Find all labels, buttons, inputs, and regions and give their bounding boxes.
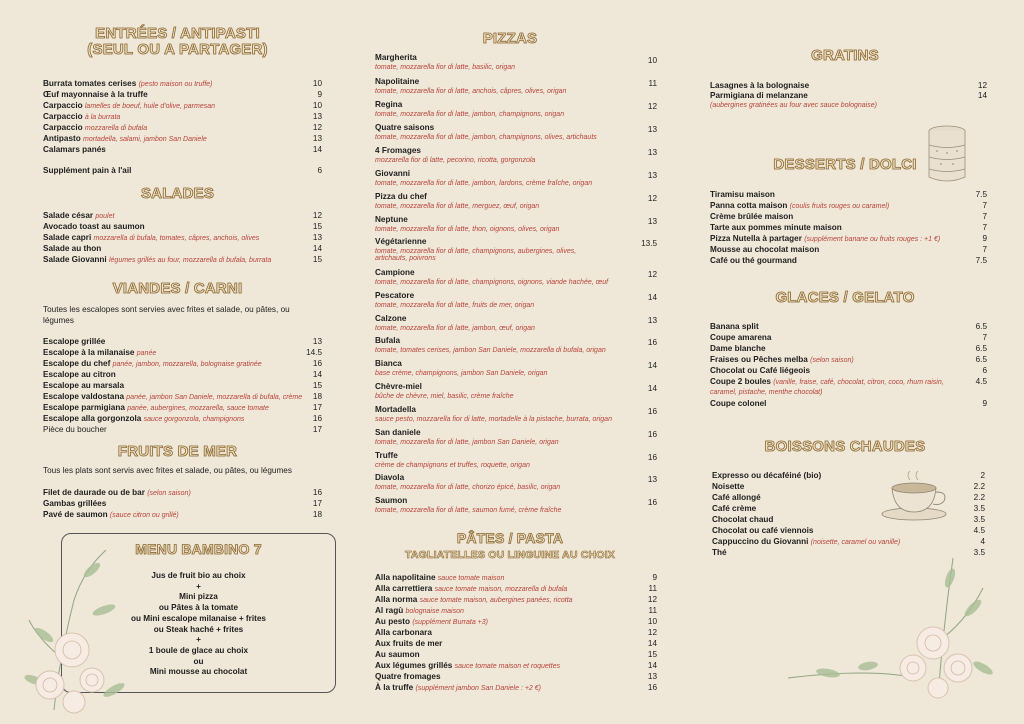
price: 11 xyxy=(648,584,657,593)
price: 9 xyxy=(982,399,987,408)
price: 17 xyxy=(312,403,322,412)
menu-item-desc: tomate, mozzarella fior di latte, jambon, lardons, crème fraîche, origan xyxy=(375,180,593,187)
price: 13 xyxy=(647,171,657,180)
menu-item-desc: (aubergines gratinées au four avec sauce bolognaise) xyxy=(710,102,877,109)
desserts-title: DESSERTS / DOLCI xyxy=(773,156,917,173)
price: 16 xyxy=(647,430,657,439)
pates-title: PÂTES / PASTA xyxy=(456,530,564,546)
menu-item: Napolitaine xyxy=(375,77,420,86)
menu-item: Pavé de saumon (sauce citron ou grillé) xyxy=(43,510,179,519)
menu-item: Fraises ou Pêches melba (selon saison) xyxy=(710,355,854,364)
price: 6 xyxy=(982,366,987,375)
tiramisu-jar-icon xyxy=(925,123,969,185)
price: 16 xyxy=(647,407,657,416)
menu-item: Filet de daurade ou de bar (selon saison) xyxy=(43,488,191,497)
price: 13 xyxy=(647,148,657,157)
price: 16 xyxy=(312,414,322,423)
price: 9 xyxy=(317,90,322,99)
menu-item-desc: mozzarella fior di latte, pecorino, ricotta, gorgonzola xyxy=(375,157,536,164)
menu-item: Pièce du boucher xyxy=(43,425,107,434)
price: 3.5 xyxy=(973,504,985,513)
menu-item: Antipasto mortadella, salami, jambon San Daniele xyxy=(43,134,207,143)
price: 10 xyxy=(647,56,657,65)
price: 12 xyxy=(647,102,657,111)
menu-item: Quatre saisons xyxy=(375,123,435,132)
bambino-line: Mini mousse au chocolat xyxy=(149,667,248,677)
bambino-line: Jus de fruit bio au choix xyxy=(151,571,246,580)
menu-item: Panna cotta maison (coulis fruits rouges ou caramel) xyxy=(710,201,890,210)
bambino-line: + xyxy=(196,581,201,591)
price: 2.2 xyxy=(973,482,985,491)
price: 14 xyxy=(647,661,657,670)
menu-item: Salade Giovanni légumes grillés au four, mozzarella di bufala, burrata xyxy=(43,255,272,264)
menu-item: Pizza Nutella à partager (supplément banane ou fruits rouges : +1 €) xyxy=(710,234,941,243)
price: 15 xyxy=(312,381,322,390)
menu-item-desc: tomate, mozzarella fior di latte, champignons, oignons, viande hachée, œuf xyxy=(375,279,609,286)
price: 11 xyxy=(648,79,657,88)
price: 6.5 xyxy=(975,355,987,364)
price: 14 xyxy=(312,370,322,379)
menu-item: Chocolat ou café viennois xyxy=(712,526,814,535)
price: 7 xyxy=(982,212,987,221)
menu-item-desc: tomate, tomates cerises, jambon San Daniele, mozzarella di bufala, origan xyxy=(375,347,606,354)
menu-item: Mortadella xyxy=(375,405,416,414)
menu-item: Tarte aux pommes minute maison xyxy=(710,223,842,232)
price: 12 xyxy=(312,123,322,132)
price: 3.5 xyxy=(973,548,985,557)
menu-item: Saumon xyxy=(375,496,408,505)
bambino-line: + xyxy=(196,635,201,645)
menu-item: Bufala xyxy=(375,336,401,345)
menu-item: Neptune xyxy=(375,215,408,224)
menu-item-desc: sauce pesto, mozzarella fior di latte, mortadelle à la pistache, burrata, origan xyxy=(375,416,612,423)
price: 18 xyxy=(312,392,322,401)
boissons-title: BOISSONS CHAUDES xyxy=(764,438,926,455)
price: 13 xyxy=(312,112,322,121)
menu-item-desc: tomate, mozzarella fior di latte, chorizo épicé, basilic, origan xyxy=(375,484,561,491)
menu-item-desc: tomate, mozzarella fior di latte, basilic, origan xyxy=(375,64,516,71)
menu-item-desc: tomate, mozzarella fior di latte, merguez, œuf, origan xyxy=(375,203,540,210)
price: 4 xyxy=(980,537,985,546)
price: 7 xyxy=(982,201,987,210)
price: 16 xyxy=(647,683,657,692)
menu-item: San daniele xyxy=(375,428,421,437)
price: 13 xyxy=(647,125,657,134)
menu-item: Pescatore xyxy=(375,291,415,300)
bambino-line: ou Steak haché + frites xyxy=(153,624,244,634)
menu-item: Escalope au marsala xyxy=(43,381,125,390)
menu-item: Œuf mayonnaise à la truffe xyxy=(43,90,148,99)
menu-item: Café ou thé gourmand xyxy=(710,256,797,265)
gratins-title: GRATINS xyxy=(811,47,879,64)
menu-item: Café crème xyxy=(712,504,757,513)
menu-item-desc: tomate, mozzarella fior di latte, jambon San Daniele, origan xyxy=(375,439,559,446)
menu-item: Thé xyxy=(712,548,727,557)
menu-item: Noisette xyxy=(712,482,745,491)
price: 7 xyxy=(982,223,987,232)
price: 13 xyxy=(647,475,657,484)
menu-item: Truffe xyxy=(375,451,398,460)
salades-title: SALADES xyxy=(140,185,215,202)
menu-item-desc: artichauts, poivrons xyxy=(375,255,436,262)
menu-item-desc: tomate, mozzarella fior di latte, champignons, aubergines, olives, xyxy=(375,248,577,255)
bambino-line: Mini pizza xyxy=(179,592,218,602)
price: 15 xyxy=(312,222,322,231)
price: 6.5 xyxy=(975,344,987,353)
price: 4.5 xyxy=(975,377,987,386)
menu-item-desc: caramel, pistache, menthe chocolat) xyxy=(710,389,823,396)
menu-item: Lasagnes à la bolognaise xyxy=(710,81,810,90)
price: 16 xyxy=(312,488,322,497)
price: 13 xyxy=(312,337,322,346)
menu-item: Escalope grillée xyxy=(43,337,106,346)
menu-item: Coupe amarena xyxy=(710,333,772,342)
price: 3.5 xyxy=(973,515,985,524)
bambino-line: ou xyxy=(193,656,204,666)
supplement-item: Supplément pain à l'ail xyxy=(43,166,132,175)
bambino-title: MENU BAMBINO 7 xyxy=(135,541,262,557)
menu-item: Escalope du chef panée, jambon, mozzarella, bolognaise gratinée xyxy=(43,359,262,368)
menu-item-desc: crème de champignons et truffes, roquette, origan xyxy=(375,462,530,469)
price: 16 xyxy=(647,498,657,507)
price: 6.5 xyxy=(975,322,987,331)
price: 16 xyxy=(647,453,657,462)
price: 15 xyxy=(312,255,322,264)
menu-item: Diavola xyxy=(375,473,405,482)
bambino-line: ou Pâtes à la tomate xyxy=(158,603,239,613)
price: 14 xyxy=(312,244,322,253)
menu-item: Escalope au citron xyxy=(43,370,116,379)
coffee-cup-icon xyxy=(880,470,952,522)
pizzas-title: PIZZAS xyxy=(482,30,538,47)
menu-item: Escalope parmigiana panée, aubergines, mozzarella, sauce tomate xyxy=(43,403,269,412)
price: 17 xyxy=(312,425,322,434)
price: 10 xyxy=(312,101,322,110)
price: 12 xyxy=(647,270,657,279)
price: 7.5 xyxy=(975,256,987,265)
price: 4.5 xyxy=(973,526,985,535)
menu-item: Café allongé xyxy=(712,493,761,502)
menu-item: Expresso ou décaféiné (bio) xyxy=(712,471,822,480)
price: 2 xyxy=(980,471,985,480)
menu-item: Escalope alla gorgonzola sauce gorgonzola, champignons xyxy=(43,414,245,423)
pates-subtitle: TAGLIATELLES OU LINGUINE AU CHOIX xyxy=(405,549,615,561)
price: 12 xyxy=(312,211,322,220)
menu-item: Avocado toast au saumon xyxy=(43,222,145,231)
price: 15 xyxy=(647,650,657,659)
price: 13 xyxy=(312,134,322,143)
menu-item: Burrata tomates cerises (pesto maison ou truffe) xyxy=(43,79,213,88)
price: 12 xyxy=(647,595,657,604)
price: 13 xyxy=(647,316,657,325)
menu-item: Coupe 2 boules (vanille, fraise, café, chocolat, citron, coco, rhum raisin, xyxy=(710,377,944,386)
bambino-line: 1 boule de glace au choix xyxy=(148,645,249,655)
rose-bouquet-icon xyxy=(14,540,132,718)
menu-item: Coupe colonel xyxy=(710,399,767,408)
menu-item: Regina xyxy=(375,100,403,109)
rose-bouquet-icon xyxy=(768,548,998,708)
menu-item: Margherita xyxy=(375,53,417,62)
menu-item: Alla carrettiera sauce tomate maison, mozzarella di bufala xyxy=(375,584,568,593)
price: 14 xyxy=(312,145,322,154)
viandes-note: Toutes les escalopes sont servies avec frites et salade, ou pâtes, ou légumes xyxy=(43,305,290,325)
price: 13 xyxy=(647,672,657,681)
price: 12 xyxy=(977,81,987,90)
menu-item: Banana split xyxy=(710,322,759,331)
price: 12 xyxy=(647,628,657,637)
price: 14 xyxy=(977,91,987,100)
price: 14 xyxy=(647,293,657,302)
price: 7 xyxy=(982,333,987,342)
menu-item: Parmigiana di melanzane xyxy=(710,91,808,100)
menu-item: Chocolat ou Café liégeois xyxy=(710,366,811,375)
menu-item: Al ragù bolognaise maison xyxy=(375,606,464,615)
menu-item: Dame blanche xyxy=(710,344,766,353)
menu-item: Pizza du chef xyxy=(375,192,427,201)
menu-item: Au saumon xyxy=(375,650,420,659)
menu-item-desc: tomate, mozzarella fior di latte, anchois, câpres, olives, origan xyxy=(375,88,567,95)
menu-item: Cappuccino du Giovanni (noisette, caramel ou vanille) xyxy=(712,537,901,546)
menu-item: Carpaccio à la burrata xyxy=(43,112,121,121)
price: 13 xyxy=(312,233,322,242)
menu-item-desc: tomate, mozzarella fior di latte, fruits de mer, origan xyxy=(375,302,535,309)
price: 14.5 xyxy=(306,348,322,357)
menu-item: Aux fruits de mer xyxy=(375,639,443,648)
price: 10 xyxy=(647,617,657,626)
price: 11 xyxy=(648,606,657,615)
viandes-title: VIANDES / CARNI xyxy=(112,280,243,297)
menu-item-desc: tomate, mozzarella fior di latte, saumon fumé, crème fraîche xyxy=(375,507,562,514)
menu-item: Gambas grillées xyxy=(43,499,107,508)
price: 17 xyxy=(312,499,322,508)
menu-item: Salade césar poulet xyxy=(43,211,115,220)
price: 6 xyxy=(317,166,322,175)
price: 9 xyxy=(652,573,657,582)
menu-item-desc: tomate, mozzarella fior di latte, jambon, œuf, origan xyxy=(375,325,535,332)
price: 2.2 xyxy=(973,493,985,502)
menu-item: Bianca xyxy=(375,359,402,368)
price: 9 xyxy=(982,234,987,243)
menu-item-desc: tomate, mozzarella fior di latte, jambon, champignons, olives, artichauts xyxy=(375,134,597,141)
menu-item: Campione xyxy=(375,268,415,277)
menu-item: Quatre fromages xyxy=(375,672,441,681)
menu-item: Alla napolitaine sauce tomate maison xyxy=(375,573,505,582)
price: 14 xyxy=(647,384,657,393)
menu-item: Aux légumes grillés sauce tomate maison et roquettes xyxy=(375,661,561,670)
menu-item: Alla carbonara xyxy=(375,628,432,637)
menu-item: Tiramisu maison xyxy=(710,190,775,199)
menu-item: Salade au thon xyxy=(43,244,102,253)
menu-item-desc: base crème, champignons, jambon San Daniele, origan xyxy=(375,370,548,377)
price: 14 xyxy=(647,361,657,370)
menu-item: Salade capri mozzarella di bufala, tomates, câpres, anchois, olives xyxy=(43,233,260,242)
menu-item: Calamars panés xyxy=(43,145,106,154)
menu-item: Alla norma sauce tomate maison, aubergines panées, ricotta xyxy=(375,595,573,604)
menu-item-desc: bûche de chèvre, miel, basilic, crème fraîche xyxy=(375,393,514,400)
bambino-line: ou Mini escalope milanaise + frites xyxy=(131,613,266,623)
glaces-title: GLACES / GELATO xyxy=(775,289,915,306)
menu-item: Chocolat chaud xyxy=(712,515,774,524)
price: 13 xyxy=(647,217,657,226)
price: 7.5 xyxy=(975,190,987,199)
menu-item: Crème brûlée maison xyxy=(710,212,794,221)
price: 12 xyxy=(647,194,657,203)
price: 16 xyxy=(312,359,322,368)
price: 16 xyxy=(647,338,657,347)
menu-item: Carpaccio lamelles de boeuf, huile d'olive, parmesan xyxy=(43,101,216,110)
price: 14 xyxy=(647,639,657,648)
price: 10 xyxy=(312,79,322,88)
menu-item-desc: tomate, mozzarella fior di latte, jambon, champignons, origan xyxy=(375,111,565,118)
menu-item-desc: tomate, mozzarella fior di latte, thon, oignons, olives, origan xyxy=(375,226,560,233)
menu-item: Escalope valdostana panée, jambon San Daniele, mozzarella di bufala, crème xyxy=(43,392,303,401)
price: 7 xyxy=(982,245,987,254)
menu-item: Mousse au chocolat maison xyxy=(710,245,820,254)
menu-item: Giovanni xyxy=(375,169,411,178)
fruits-de-mer-note: Tous les plats sont servis avec frites et salade, ou pâtes, ou légumes xyxy=(43,466,292,475)
menu-item: À la truffe (supplément jambon San Daniele : +2 €) xyxy=(375,683,541,692)
menu-item: Chèvre-miel xyxy=(375,382,422,391)
menu-item: Carpaccio mozzarella di bufala xyxy=(43,123,148,132)
menu-item: Au pesto (supplément Burrata +3) xyxy=(375,617,488,626)
fruits-de-mer-title: FRUITS DE MER xyxy=(117,443,238,460)
menu-item: Végétarienne xyxy=(375,237,427,246)
menu-item: 4 Fromages xyxy=(375,146,421,155)
price: 13.5 xyxy=(641,239,657,248)
entrees-title: ENTRÉES / ANTIPASTI (SEUL OU A PARTAGER) xyxy=(87,25,268,58)
price: 18 xyxy=(312,510,322,519)
menu-item: Escalope à la milanaise panée xyxy=(43,348,157,357)
menu-item: Calzone xyxy=(375,314,407,323)
